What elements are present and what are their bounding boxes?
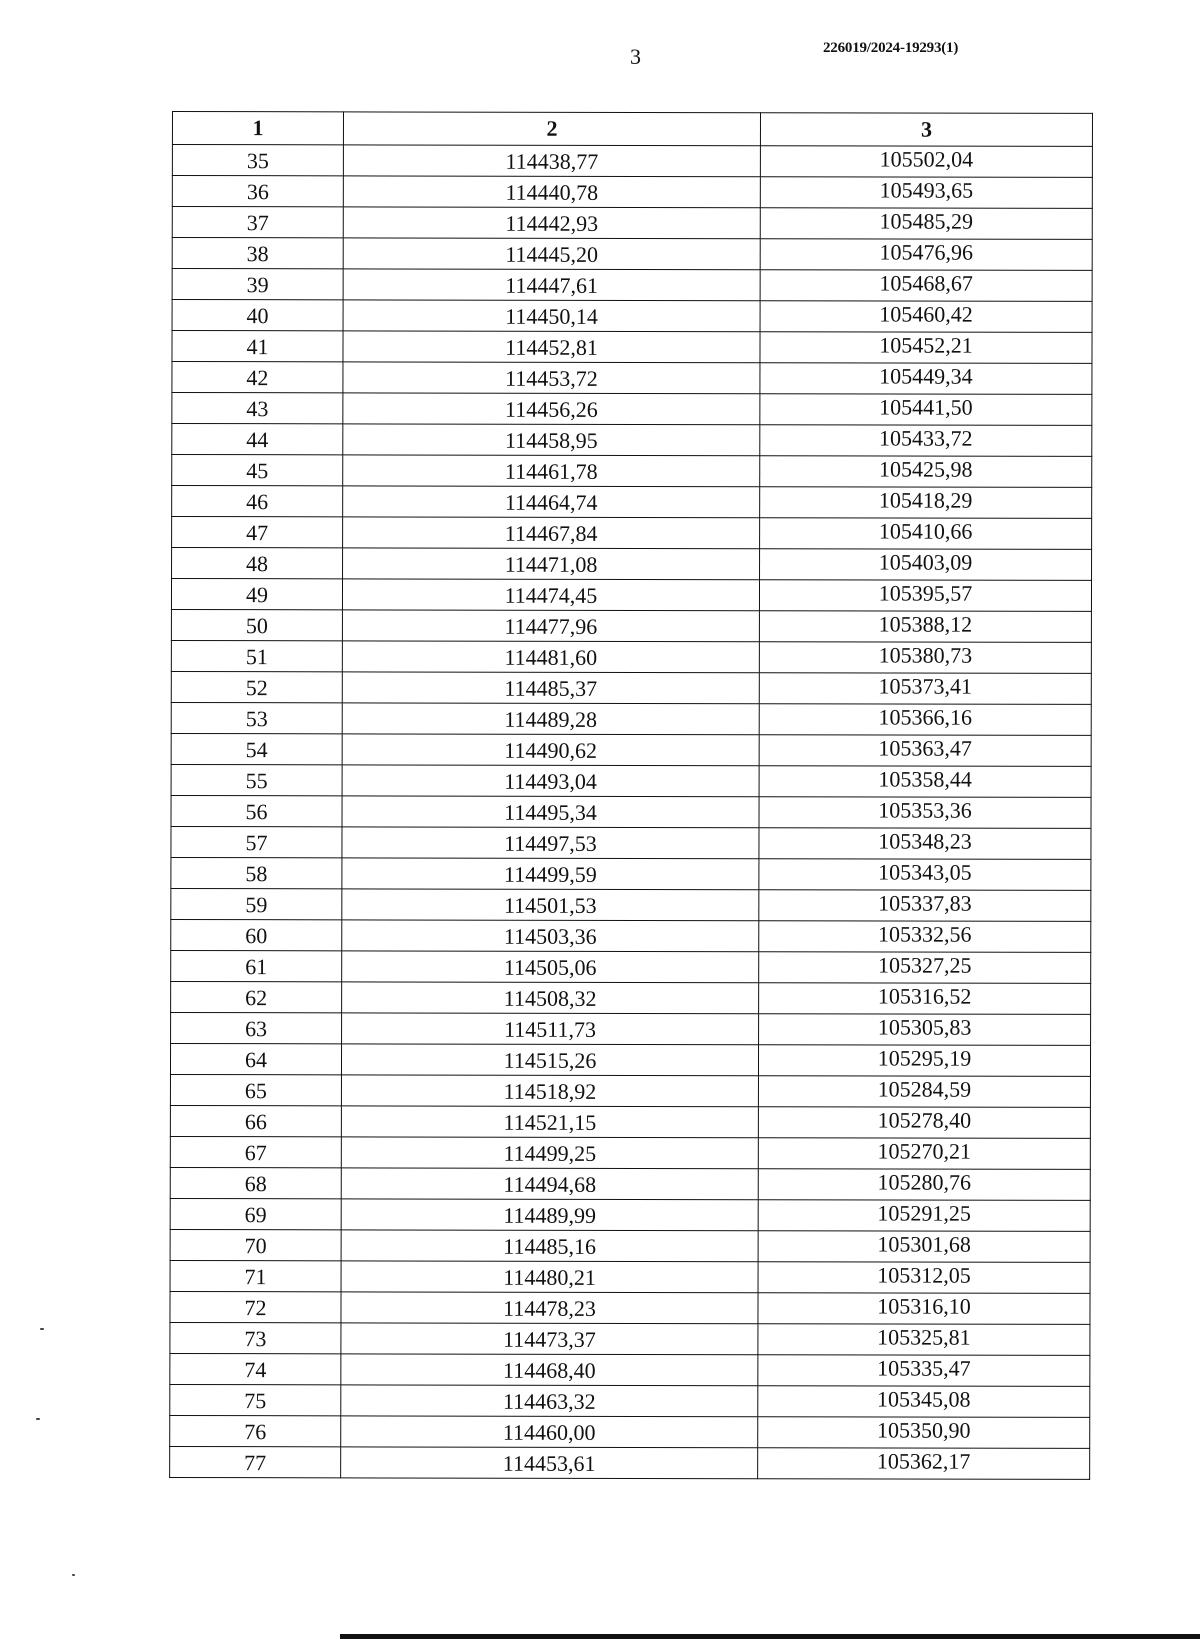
coordinate-x-cell: 114515,26: [341, 1044, 758, 1076]
coordinate-y-cell: 105441,50: [760, 394, 1092, 426]
table-row: [172, 176, 1092, 209]
coordinate-y-cell: 105284,59: [758, 1076, 1090, 1108]
point-number-cell: 63: [171, 1012, 342, 1043]
point-number-cell: 40: [172, 300, 343, 331]
coordinate-x-cell: 114445,20: [343, 238, 760, 270]
coordinate-x-cell: 114489,28: [342, 703, 759, 735]
table-row: [171, 1012, 1091, 1045]
table-row: [170, 1322, 1090, 1355]
point-number-cell: 73: [170, 1322, 341, 1353]
coordinate-y-cell: 105502,04: [760, 146, 1092, 178]
coordinate-y-cell: 105468,67: [760, 270, 1092, 302]
point-number-cell: 69: [170, 1198, 341, 1229]
coordinate-x-cell: 114460,00: [341, 1416, 758, 1448]
coordinate-y-cell: 105350,90: [758, 1417, 1090, 1449]
point-number-cell: 61: [171, 950, 342, 981]
coordinate-y-cell: 105335,47: [758, 1355, 1090, 1387]
coordinate-x-cell: 114518,92: [341, 1075, 758, 1107]
coordinate-x-cell: 114453,72: [343, 362, 760, 394]
coordinate-y-cell: 105418,29: [760, 487, 1092, 519]
point-number-cell: 53: [171, 702, 342, 733]
coordinates-table: [169, 111, 1093, 1480]
coordinate-y-cell: 105343,05: [759, 859, 1091, 891]
coordinate-y-cell: 105395,57: [759, 580, 1091, 612]
point-number-cell: 36: [172, 176, 343, 207]
coordinate-y-cell: 105345,08: [758, 1386, 1090, 1418]
table-row: [171, 579, 1091, 612]
column-header-2: 2: [343, 112, 760, 146]
point-number-cell: 75: [170, 1384, 341, 1415]
scan-speck: [40, 1328, 44, 1330]
coordinate-y-cell: 105316,10: [758, 1293, 1090, 1325]
coordinate-x-cell: 114499,25: [341, 1137, 758, 1169]
coordinate-y-cell: 105485,29: [760, 208, 1092, 240]
coordinate-x-cell: 114463,32: [341, 1385, 758, 1417]
point-number-cell: 68: [170, 1167, 341, 1198]
table-row: [171, 826, 1091, 859]
table-row: [170, 1415, 1090, 1448]
bottom-border-line: [340, 1634, 1200, 1639]
coordinate-y-cell: 105460,42: [760, 301, 1092, 333]
table-row: [170, 1198, 1090, 1231]
coordinate-x-cell: 114501,53: [342, 889, 759, 921]
column-header-3: 3: [760, 113, 1092, 147]
coordinate-y-cell: 105380,73: [759, 642, 1091, 674]
coordinate-x-cell: 114493,04: [342, 765, 759, 797]
table-row: [172, 269, 1092, 302]
coordinate-y-cell: 105278,40: [758, 1107, 1090, 1139]
page-number: 3: [630, 44, 641, 69]
point-number-cell: 62: [171, 981, 342, 1012]
table-row: [171, 919, 1091, 952]
coordinate-y-cell: 105312,05: [758, 1262, 1090, 1294]
coordinate-y-cell: 105332,56: [759, 921, 1091, 953]
coordinate-y-cell: 105327,25: [759, 952, 1091, 984]
table-row: [171, 981, 1091, 1014]
coordinate-x-cell: 114452,81: [343, 331, 760, 363]
point-number-cell: 35: [172, 145, 343, 176]
coordinate-x-cell: 114489,99: [341, 1199, 758, 1231]
coordinate-x-cell: 114453,61: [341, 1447, 758, 1479]
coordinate-x-cell: 114438,77: [343, 145, 760, 177]
point-number-cell: 48: [172, 548, 343, 579]
table-row: [171, 702, 1091, 735]
coordinate-x-cell: 114494,68: [341, 1168, 758, 1200]
table-row: [171, 857, 1091, 890]
table-row: [171, 795, 1091, 828]
coordinate-x-cell: 114442,93: [343, 207, 760, 239]
coordinate-y-cell: 105452,21: [760, 332, 1092, 364]
coordinate-x-cell: 114499,59: [342, 858, 759, 890]
coordinate-x-cell: 114440,78: [343, 176, 760, 208]
table-row: [171, 733, 1091, 766]
point-number-cell: 43: [172, 393, 343, 424]
point-number-cell: 57: [171, 826, 342, 857]
coordinate-y-cell: 105403,09: [760, 549, 1092, 581]
point-number-cell: 38: [172, 238, 343, 269]
coordinate-y-cell: 105373,41: [759, 673, 1091, 705]
point-number-cell: 47: [172, 517, 343, 548]
coordinate-x-cell: 114478,23: [341, 1292, 758, 1324]
point-number-cell: 70: [170, 1229, 341, 1260]
coordinate-x-cell: 114447,61: [343, 269, 760, 301]
table-row: [170, 1043, 1090, 1076]
column-header-1: 1: [172, 112, 343, 145]
point-number-cell: 56: [171, 795, 342, 826]
coordinate-x-cell: 114471,08: [343, 548, 760, 580]
document-reference: 226019/2024-19293(1): [823, 40, 959, 56]
point-number-cell: 39: [172, 269, 343, 300]
coordinate-y-cell: 105449,34: [760, 363, 1092, 395]
point-number-cell: 37: [172, 207, 343, 238]
coordinate-x-cell: 114464,74: [343, 486, 760, 518]
table-row: [172, 300, 1092, 333]
coordinate-y-cell: 105280,76: [758, 1169, 1090, 1201]
table-body: [170, 145, 1093, 1480]
coordinate-y-cell: 105388,12: [759, 611, 1091, 643]
table-row: [170, 1384, 1090, 1417]
coordinate-y-cell: 105325,81: [758, 1324, 1090, 1356]
point-number-cell: 66: [170, 1105, 341, 1136]
table-row: [170, 1074, 1090, 1107]
point-number-cell: 60: [171, 919, 342, 950]
table-row: [171, 609, 1091, 642]
coordinate-x-cell: 114450,14: [343, 300, 760, 332]
point-number-cell: 67: [170, 1136, 341, 1167]
table-row: [170, 1229, 1090, 1262]
coordinate-y-cell: 105270,21: [758, 1138, 1090, 1170]
coordinate-y-cell: 105337,83: [759, 890, 1091, 922]
coordinate-y-cell: 105493,65: [760, 177, 1092, 209]
table-row: [172, 455, 1092, 488]
point-number-cell: 55: [171, 764, 342, 795]
coordinate-y-cell: 105410,66: [760, 518, 1092, 550]
coordinate-y-cell: 105316,52: [759, 983, 1091, 1015]
point-number-cell: 46: [172, 486, 343, 517]
coordinate-y-cell: 105433,72: [760, 425, 1092, 457]
point-number-cell: 54: [171, 733, 342, 764]
coordinate-y-cell: 105362,17: [758, 1448, 1090, 1480]
coordinate-x-cell: 114473,37: [341, 1323, 758, 1355]
point-number-cell: 71: [170, 1260, 341, 1291]
table-row: [170, 1446, 1090, 1479]
coordinate-y-cell: 105425,98: [760, 456, 1092, 488]
table-row: [172, 207, 1092, 240]
coordinate-x-cell: 114468,40: [341, 1354, 758, 1386]
point-number-cell: 49: [171, 579, 342, 610]
coordinate-x-cell: 114511,73: [342, 1013, 759, 1045]
coordinate-x-cell: 114481,60: [342, 641, 759, 673]
coordinate-y-cell: 105353,36: [759, 797, 1091, 829]
coordinate-y-cell: 105366,16: [759, 704, 1091, 736]
coordinate-x-cell: 114485,37: [342, 672, 759, 704]
coordinate-x-cell: 114490,62: [342, 734, 759, 766]
coordinate-x-cell: 114456,26: [343, 393, 760, 425]
coordinate-x-cell: 114503,36: [342, 920, 759, 952]
table-row: [171, 671, 1091, 704]
coordinate-y-cell: 105476,96: [760, 239, 1092, 271]
coordinate-x-cell: 114480,21: [341, 1261, 758, 1293]
coordinate-x-cell: 114477,96: [342, 610, 759, 642]
point-number-cell: 52: [171, 671, 342, 702]
coordinate-y-cell: 105291,25: [758, 1200, 1090, 1232]
point-number-cell: 77: [170, 1446, 341, 1477]
point-number-cell: 64: [170, 1043, 341, 1074]
point-number-cell: 51: [171, 640, 342, 671]
point-number-cell: 50: [171, 609, 342, 640]
table-row: [170, 1260, 1090, 1293]
coordinate-x-cell: 114461,78: [343, 455, 760, 487]
point-number-cell: 41: [172, 331, 343, 362]
point-number-cell: 59: [171, 888, 342, 919]
coordinate-x-cell: 114485,16: [341, 1230, 758, 1262]
table-row: [171, 640, 1091, 673]
coordinate-y-cell: 105301,68: [758, 1231, 1090, 1263]
coordinate-x-cell: 114508,32: [342, 982, 759, 1014]
table-row: [170, 1167, 1090, 1200]
coordinate-y-cell: 105295,19: [758, 1045, 1090, 1077]
coordinate-x-cell: 114505,06: [342, 951, 759, 983]
table-row: [172, 424, 1092, 457]
coordinate-y-cell: 105363,47: [759, 735, 1091, 767]
table-row: [172, 331, 1092, 364]
point-number-cell: 58: [171, 857, 342, 888]
table-row: [172, 238, 1092, 271]
table-row: [171, 764, 1091, 797]
point-number-cell: 72: [170, 1291, 341, 1322]
table-row: [171, 888, 1091, 921]
table-row: [170, 1136, 1090, 1169]
scan-speck: [36, 1418, 40, 1420]
coordinate-y-cell: 105358,44: [759, 766, 1091, 798]
point-number-cell: 65: [170, 1074, 341, 1105]
table-row: [172, 362, 1092, 395]
point-number-cell: 44: [172, 424, 343, 455]
coordinate-y-cell: 105348,23: [759, 828, 1091, 860]
coordinate-x-cell: 114467,84: [343, 517, 760, 549]
coordinate-x-cell: 114521,15: [341, 1106, 758, 1138]
coordinate-x-cell: 114497,53: [342, 827, 759, 859]
table-header-row: [172, 112, 1092, 147]
point-number-cell: 42: [172, 362, 343, 393]
table-row: [172, 517, 1092, 550]
table-row: [172, 145, 1092, 178]
table-row: [172, 393, 1092, 426]
coordinate-y-cell: 105305,83: [759, 1014, 1091, 1046]
table-row: [170, 1353, 1090, 1386]
coordinate-x-cell: 114458,95: [343, 424, 760, 456]
table-row: [170, 1105, 1090, 1138]
scan-speck: [72, 1574, 75, 1576]
table-row: [171, 950, 1091, 983]
table-row: [170, 1291, 1090, 1324]
point-number-cell: 76: [170, 1415, 341, 1446]
table-row: [172, 548, 1092, 581]
point-number-cell: 74: [170, 1353, 341, 1384]
coordinate-x-cell: 114495,34: [342, 796, 759, 828]
point-number-cell: 45: [172, 455, 343, 486]
table-row: [172, 486, 1092, 519]
coordinate-x-cell: 114474,45: [342, 579, 759, 611]
